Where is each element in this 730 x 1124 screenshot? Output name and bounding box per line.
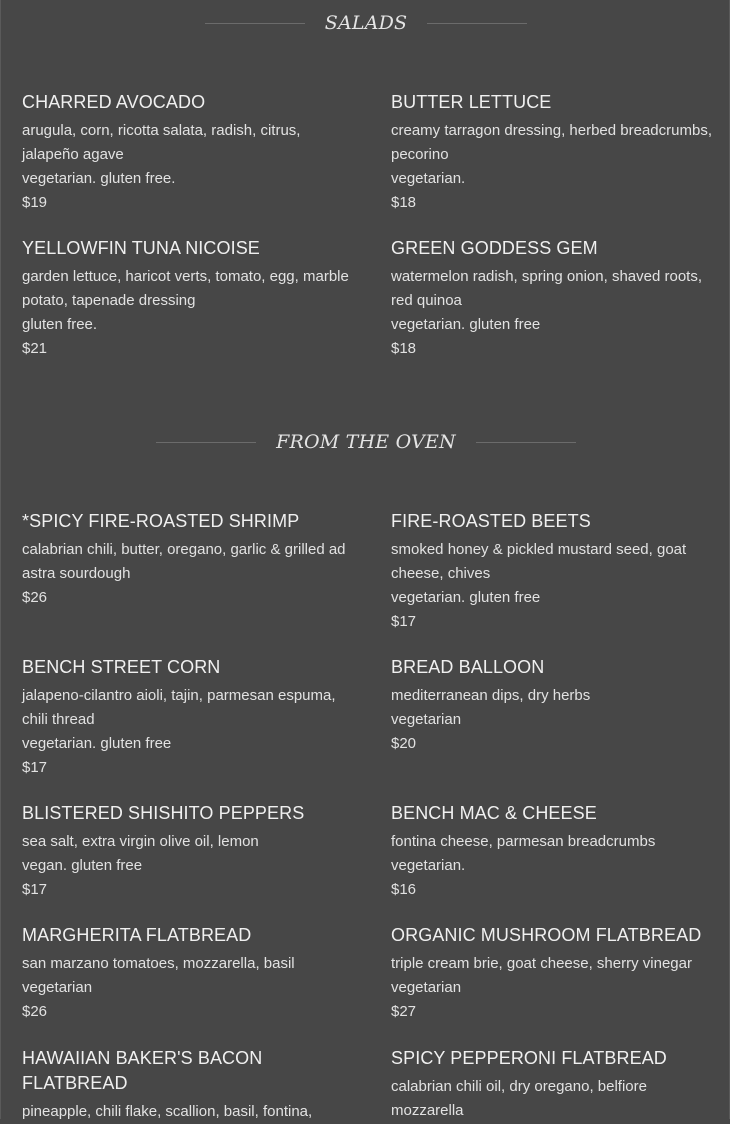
divider [427,23,527,24]
item-price: $27 [391,1003,417,1020]
menu-item [22,801,352,902]
item-description: smoked honey & pickled mustard seed, goat cheese, chives [391,541,687,582]
section-header-from-the-oven [1,431,730,453]
item-description: san marzano tomatoes, mozzarella, basil [22,955,295,972]
menu-item [391,1046,721,1123]
item-name: BLISTERED SHISHITO PEPPERS [22,803,305,823]
menu-item [22,236,352,361]
item-name: BENCH STREET CORN [22,657,221,677]
item-description: calabrian chili oil, dry oregano, belfiore mozzarella [391,1078,647,1119]
menu-item [22,509,352,610]
item-dietary: vegetarian [391,979,462,996]
menu-item [391,90,721,215]
item-name: FIRE-ROASTED BEETS [391,511,591,531]
item-name: HAWAIIAN BAKER'S BACON FLATBREAD [22,1048,263,1093]
menu-item [391,801,721,902]
item-description: arugula, corn, ricotta salata, radish, citrus, jalapeño agave [22,122,301,163]
menu-item [22,655,352,780]
item-description: mediterranean dips, dry herbs [391,687,591,704]
item-dietary: vegetarian [391,711,462,728]
item-name: BUTTER LETTUCE [391,92,552,112]
item-description: sea salt, extra virgin olive oil, lemon [22,833,259,850]
item-name: YELLOWFIN TUNA NICOISE [22,238,260,258]
menu-item [22,923,352,1024]
section-header-salads [1,12,730,34]
item-price: $20 [391,735,417,752]
item-dietary: vegetarian. [391,170,466,187]
item-name: BENCH MAC & CHEESE [391,803,597,823]
divider [156,442,256,443]
item-price: $16 [391,881,417,898]
item-price: $17 [22,759,48,776]
menu-item [391,236,721,361]
item-description: garden lettuce, haricot verts, tomato, egg, marble potato, tapenade dressing [22,268,349,309]
item-description: fontina cheese, parmesan breadcrumbs [391,833,656,850]
item-dietary: vegetarian [22,979,93,996]
item-name: GREEN GODDESS GEM [391,238,598,258]
item-description: creamy tarragon dressing, herbed breadcrumbs, pecorino [391,122,712,163]
item-name: ORGANIC MUSHROOM FLATBREAD [391,925,702,945]
menu-item [391,655,721,756]
menu-item [391,923,721,1024]
item-name: MARGHERITA FLATBREAD [22,925,252,945]
item-description: watermelon radish, spring onion, shaved roots, red quinoa [391,268,703,309]
item-name: BREAD BALLOON [391,657,545,677]
item-price: $21 [22,340,48,357]
item-name: SPICY PEPPERONI FLATBREAD [391,1048,667,1068]
menu-item [22,90,352,215]
divider [476,442,576,443]
item-description: triple cream brie, goat cheese, sherry vinegar [391,955,692,972]
item-dietary: vegetarian. [391,857,466,874]
section-title: SALADS [324,12,408,34]
item-dietary: vegetarian. gluten free [391,316,541,333]
item-dietary: vegetarian. gluten free [391,589,541,606]
item-dietary: vegan. gluten free [22,857,143,874]
item-description: calabrian chili, butter, oregano, garlic & grilled ad astra sourdough [22,541,346,582]
item-price: $26 [22,1003,48,1020]
item-price: $18 [391,194,417,211]
item-price: $18 [391,340,417,357]
item-price: $17 [22,881,48,898]
item-price: $26 [22,589,48,606]
item-description: jalapeno-cilantro aioli, tajin, parmesan espuma, chili thread [22,687,336,728]
menu-item [391,509,721,634]
item-name: CHARRED AVOCADO [22,92,206,112]
item-description: pineapple, chili flake, scallion, basil, fontina, [22,1103,313,1120]
item-dietary: vegetarian. gluten free. [22,170,176,187]
section-title: FROM THE OVEN [276,431,456,453]
divider [205,23,305,24]
item-price: $19 [22,194,48,211]
item-price: $17 [391,613,417,630]
item-name: *SPICY FIRE-ROASTED SHRIMP [22,511,300,531]
item-dietary: gluten free. [22,316,98,333]
item-dietary: vegetarian. gluten free [22,735,172,752]
menu-item [22,1046,352,1124]
